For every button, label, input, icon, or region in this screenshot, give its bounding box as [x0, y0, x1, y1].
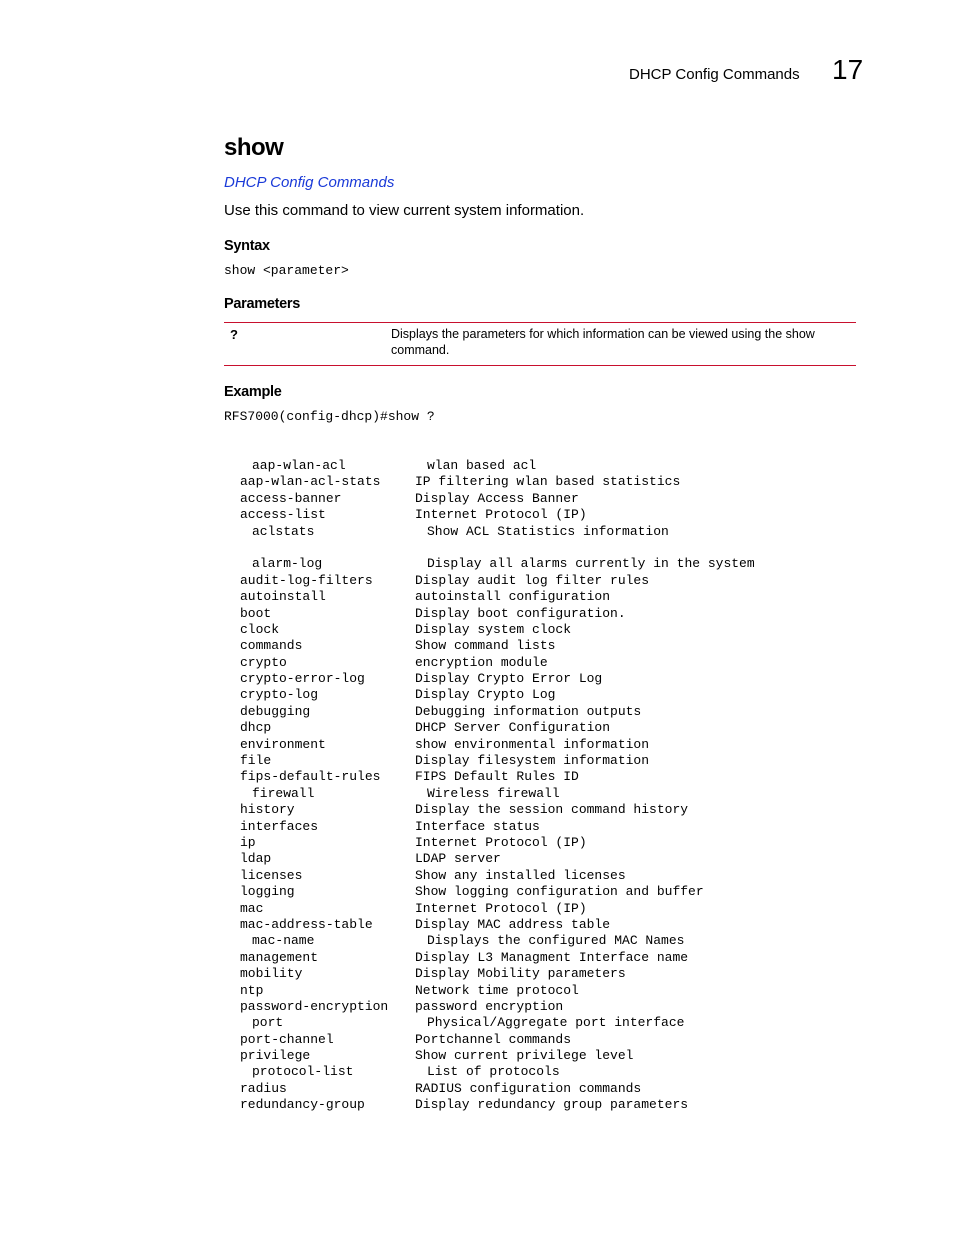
command-description: LDAP server — [415, 851, 501, 867]
dhcp-config-commands-link[interactable]: DHCP Config Commands — [224, 174, 395, 191]
command-name: fips-default-rules — [240, 769, 381, 785]
command-name: autoinstall — [240, 589, 326, 605]
command-description: Internet Protocol (IP) — [415, 834, 587, 850]
parameters-table — [224, 322, 856, 366]
command-description: Wireless firewall — [427, 785, 560, 801]
command-name: ntp — [240, 982, 264, 998]
command-name: redundancy-group — [240, 1097, 365, 1113]
command-description: Show ACL Statistics information — [427, 523, 669, 539]
command-name: environment — [240, 736, 326, 752]
command-description: wlan based acl — [427, 458, 537, 473]
command-description: Portchannel commands — [415, 1031, 572, 1047]
command-description: Display Mobility parameters — [415, 966, 626, 982]
command-description: Display redundancy group parameters — [415, 1097, 689, 1113]
command-name: dhcp — [240, 720, 272, 736]
command-name: clock — [240, 621, 280, 637]
command-name: file — [240, 753, 272, 769]
command-description: Display Crypto Error Log — [415, 671, 603, 687]
command-name: ldap — [240, 851, 272, 867]
command-name: boot — [240, 605, 272, 621]
command-name: aap-wlan-acl-stats — [240, 474, 381, 490]
command-name: mac-address-table — [240, 916, 373, 932]
command-description: RADIUS configuration commands — [415, 1080, 642, 1096]
example-heading: Example — [224, 384, 282, 400]
command-description: Internet Protocol (IP) — [415, 900, 587, 916]
command-description: autoinstall configuration — [415, 589, 611, 605]
parameter-name: ? — [230, 327, 238, 342]
command-description: Network time protocol — [415, 982, 579, 998]
command-name: debugging — [240, 703, 311, 719]
command-name: aap-wlan-acl — [252, 458, 346, 473]
command-description: Display Crypto Log — [415, 687, 556, 703]
command-description: Display all alarms currently in the system — [427, 556, 755, 572]
command-name: access-list — [240, 507, 326, 523]
command-description: Show logging configuration and buffer — [415, 884, 704, 900]
chapter-number: 17 — [832, 54, 864, 85]
command-description: password encryption — [415, 998, 564, 1014]
command-description: Display L3 Managment Interface name — [415, 949, 689, 965]
page-title: show — [224, 134, 284, 161]
command-name: mac-name — [252, 933, 315, 949]
command-description: Display the session command history — [415, 802, 689, 818]
command-description: Interface status — [415, 818, 540, 834]
intro-text: Use this command to view current system information. — [224, 202, 585, 219]
command-description: Displays the configured MAC Names — [427, 933, 685, 949]
command-name: commands — [240, 638, 303, 654]
command-name: audit-log-filters — [240, 572, 373, 588]
command-description: FIPS Default Rules ID — [415, 769, 579, 785]
command-name: password-encryption — [240, 998, 389, 1014]
command-name: ip — [240, 834, 256, 850]
command-name: firewall — [252, 785, 315, 801]
command-description: encryption module — [415, 654, 548, 670]
syntax-code: show <parameter> — [224, 263, 349, 278]
command-name: mac — [240, 900, 264, 916]
command-name: port-channel — [240, 1031, 334, 1047]
command-description: List of protocols — [427, 1064, 560, 1080]
command-description: Show any installed licenses — [415, 867, 626, 883]
command-name: protocol-list — [252, 1064, 354, 1080]
command-description: Internet Protocol (IP) — [415, 507, 587, 523]
command-name: crypto-error-log — [240, 671, 365, 687]
command-name: crypto — [240, 654, 287, 670]
command-name: licenses — [240, 867, 303, 883]
command-name: privilege — [240, 1048, 311, 1064]
command-description: Show current privilege level — [415, 1048, 634, 1064]
command-name: port — [252, 1015, 284, 1031]
command-name: history — [240, 802, 295, 818]
command-description: Show command lists — [415, 638, 556, 654]
command-description: Display audit log filter rules — [415, 572, 650, 588]
parameters-heading: Parameters — [224, 296, 300, 312]
command-description: Display system clock — [415, 621, 572, 637]
running-header-title: DHCP Config Commands — [629, 66, 800, 83]
command-name: aclstats — [252, 523, 315, 539]
command-description: IP filtering wlan based statistics — [415, 474, 681, 490]
syntax-heading: Syntax — [224, 238, 270, 254]
command-name: management — [240, 949, 319, 965]
command-description: Display Access Banner — [415, 490, 579, 506]
command-name: alarm-log — [252, 556, 323, 572]
command-name: crypto-log — [240, 687, 319, 703]
command-name: interfaces — [240, 818, 319, 834]
command-description: Display MAC address table — [415, 916, 611, 932]
command-name: access-banner — [240, 490, 342, 506]
command-description: Display boot configuration. — [415, 605, 626, 621]
command-description: show environmental information — [415, 736, 650, 752]
command-name: logging — [240, 884, 295, 900]
command-description: Display filesystem information — [415, 753, 650, 769]
command-description: Physical/Aggregate port interface — [427, 1015, 685, 1031]
command-name: radius — [240, 1080, 287, 1096]
parameter-description: Displays the parameters for which information can be viewed using the show command. — [391, 327, 815, 357]
example-prompt: RFS7000(config-dhcp)#show ? — [224, 409, 435, 424]
command-description: Debugging information outputs — [415, 703, 642, 719]
command-name: mobility — [240, 966, 303, 982]
command-description: DHCP Server Configuration — [415, 720, 611, 736]
